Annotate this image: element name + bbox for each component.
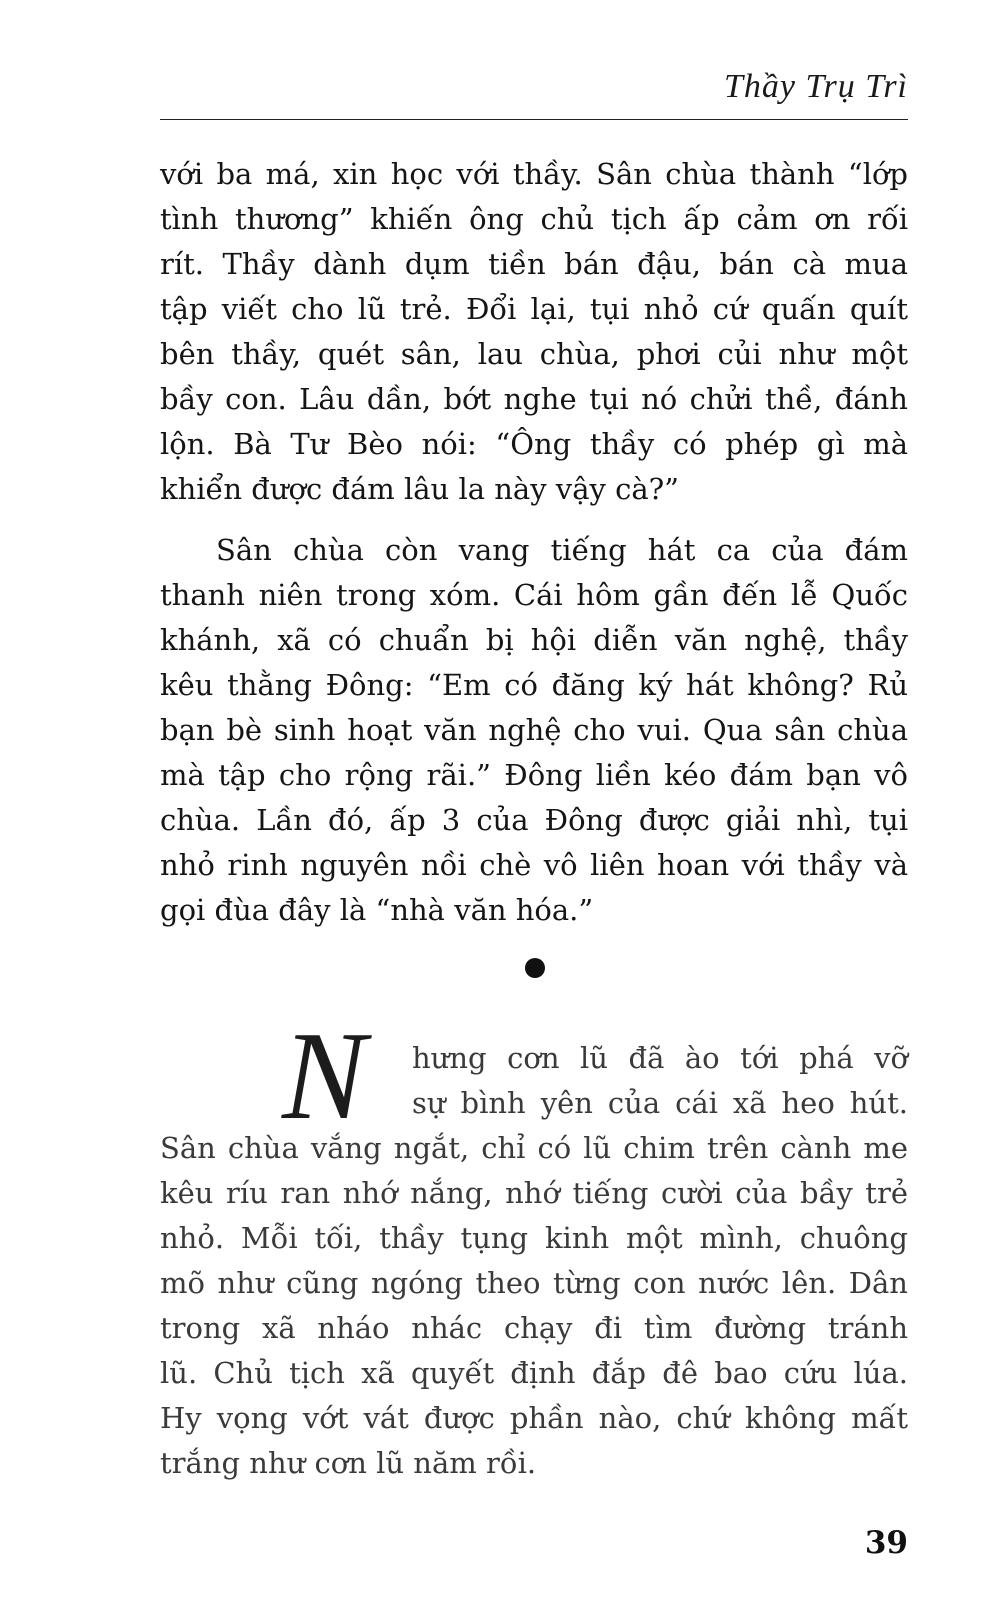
text-line: bên thầy, quét sân, lau chùa, phơi củi như một: [160, 337, 908, 371]
running-header-title: Thầy Trụ Trì: [724, 68, 908, 105]
text-line: lũ. Chủ tịch xã quyết định đắp đê bao cứu lúa.: [160, 1356, 908, 1390]
text-line: mõ như cũng ngóng theo từng con nước lên. Dân: [160, 1266, 908, 1300]
text-line: tình thương” khiến ông chủ tịch ấp cảm ơn rối: [160, 202, 908, 236]
text-line: bầy con. Lâu dần, bớt nghe tụi nó chửi thề, đánh: [160, 382, 908, 416]
drop-cap-letter: N: [281, 1007, 359, 1146]
text-line: Hy vọng vớt vát được phần nào, chứ không mất: [160, 1401, 908, 1435]
text-line: trắng như cơn lũ năm rồi.: [160, 1446, 537, 1480]
paragraph-2: [160, 528, 908, 933]
text-line: nhỏ. Mỗi tối, thầy tụng kinh một mình, chuông: [160, 1221, 908, 1255]
text-line: khiển được đám lâu la này vậy cà?”: [160, 472, 679, 506]
text-line: Sân chùa vắng ngắt, chỉ có lũ chim trên cành me: [160, 1131, 908, 1165]
text-line: lộn. Bà Tư Bèo nói: “Ông thầy có phép gì mà: [160, 427, 908, 461]
text-line: khánh, xã có chuẩn bị hội diễn văn nghệ, thầy: [160, 623, 908, 657]
text-line: mà tập cho rộng rãi.” Đông liền kéo đám bạn vô: [160, 758, 908, 792]
text-line: thanh niên trong xóm. Cái hôm gần đến lễ Quốc: [160, 578, 908, 612]
text-line: với ba má, xin học với thầy. Sân chùa thành “lớp: [160, 157, 908, 191]
text-line: rít. Thầy dành dụm tiền bán đậu, bán cà mua: [160, 247, 908, 281]
text-line: sự bình yên của cái xã heo hút.: [412, 1086, 908, 1120]
text-line: Sân chùa còn vang tiếng hát ca của đám: [216, 533, 908, 567]
page-number: 39: [864, 1525, 908, 1561]
paragraph-1: [160, 152, 908, 512]
text-line: nhỏ rinh nguyên nồi chè vô liên hoan với thầy và: [160, 848, 908, 882]
text-line: kêu ríu ran nhớ nắng, nhớ tiếng cười của bầy trẻ: [160, 1176, 908, 1210]
text-line: kêu thằng Đông: “Em có đăng ký hát không? Rủ: [160, 668, 908, 702]
text-line: bạn bè sinh hoạt văn nghệ cho vui. Qua sân chùa: [160, 713, 908, 747]
text-line: hưng cơn lũ đã ào tới phá vỡ: [412, 1041, 908, 1075]
text-line: trong xã nháo nhác chạy đi tìm đường tránh: [160, 1311, 908, 1345]
paragraph-3: [160, 1036, 908, 1486]
section-separator-dot: [525, 958, 545, 978]
text-line: gọi đùa đây là “nhà văn hóa.”: [160, 893, 594, 927]
header-rule: [160, 119, 908, 120]
text-line: tập viết cho lũ trẻ. Đổi lại, tụi nhỏ cứ quấn quít: [160, 292, 908, 326]
text-line: chùa. Lần đó, ấp 3 của Đông được giải nhì, tụi: [160, 803, 908, 837]
